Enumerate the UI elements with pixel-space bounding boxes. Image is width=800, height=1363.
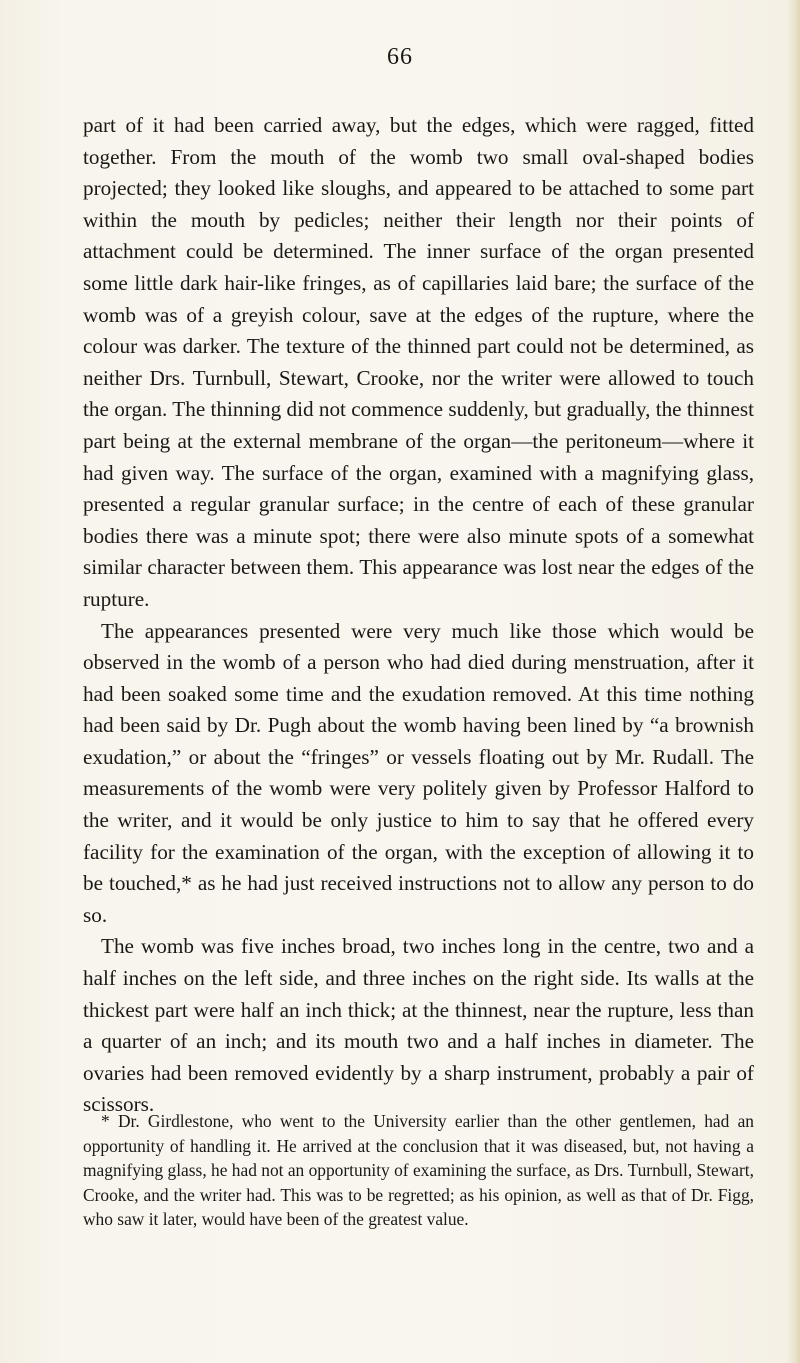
paragraph-3: The womb was five inches broad, two inches long in the centre, two and a half inches on the left side, and three inches on the right side. Its walls at the thickest part were half an inch thick; at the thinnest, near the rupture, less than a quarter of an inch; and its mouth two and a half inches in diameter. The ovaries had been removed evidently by a sharp instrument, probably a pair of scissors. (83, 934, 754, 1117)
paragraph-1: part of it had been carried away, but the edges, which were ragged, fitted together. From the mouth of the womb two small oval-shaped bodies projected; they looked like sloughs, and appeared to be attached to some part within the mouth by pedicles; neither their length nor their points of attachment could be determined. The inner surface of the organ presented some little dark hair-like fringes, as of capillaries laid bare; the surface of the womb was of a greyish colour, save at the edges of the rupture, where the colour was darker. The texture of the thinned part could not be determined, as neither Drs. Turnbull, Stewart, Crooke, nor the writer were allowed to touch the organ. The thinning did not commence suddenly, but gradually, the thinnest part being at the external membrane of the organ—the peritoneum—where it had given way. The surface of the organ, examined with a magnifying glass, presented a regular granular surface; in the centre of each of these granular bodies there was a minute spot; there were also minute spots of a somewhat similar character between them. This appearance was lost near the edges of the rupture. (83, 113, 754, 611)
paragraph-2: The appearances presented were very much like those which would be observed in the womb of a person who had died during menstruation, after it had been soaked some time and the exudation removed. At this time nothing had been said by Dr. Pugh about the womb having been lined by “a brownish exudation,” or about the “fringes” or vessels floating out by Mr. Rudall. The measurements of the womb were very politely given by Professor Halford to the writer, and it would be only justice to him to say that he offered every facility for the examination of the organ, with the exception of allowing it to be touched,* as he had just received instructions not to allow any person to do so. (83, 618, 754, 927)
body-text (83, 110, 754, 1121)
page-edge-shadow (786, 0, 800, 1363)
footnote (83, 1109, 754, 1232)
page-number: 66 (387, 44, 413, 70)
footnote-text: * Dr. Girdlestone, who went to the University earlier than the other gentlemen, had an opportunity of handling it. He arrived at the conclusion that it was diseased, but, not having a magnifying glass, he had not an opportunity of examining the surface, as Drs. Turnbull, Stewart, Crooke, and the writer had. This was to be regretted; as his opinion, as well as that of Dr. Figg, who saw it later, would have been of the greatest value. (83, 1111, 754, 1230)
